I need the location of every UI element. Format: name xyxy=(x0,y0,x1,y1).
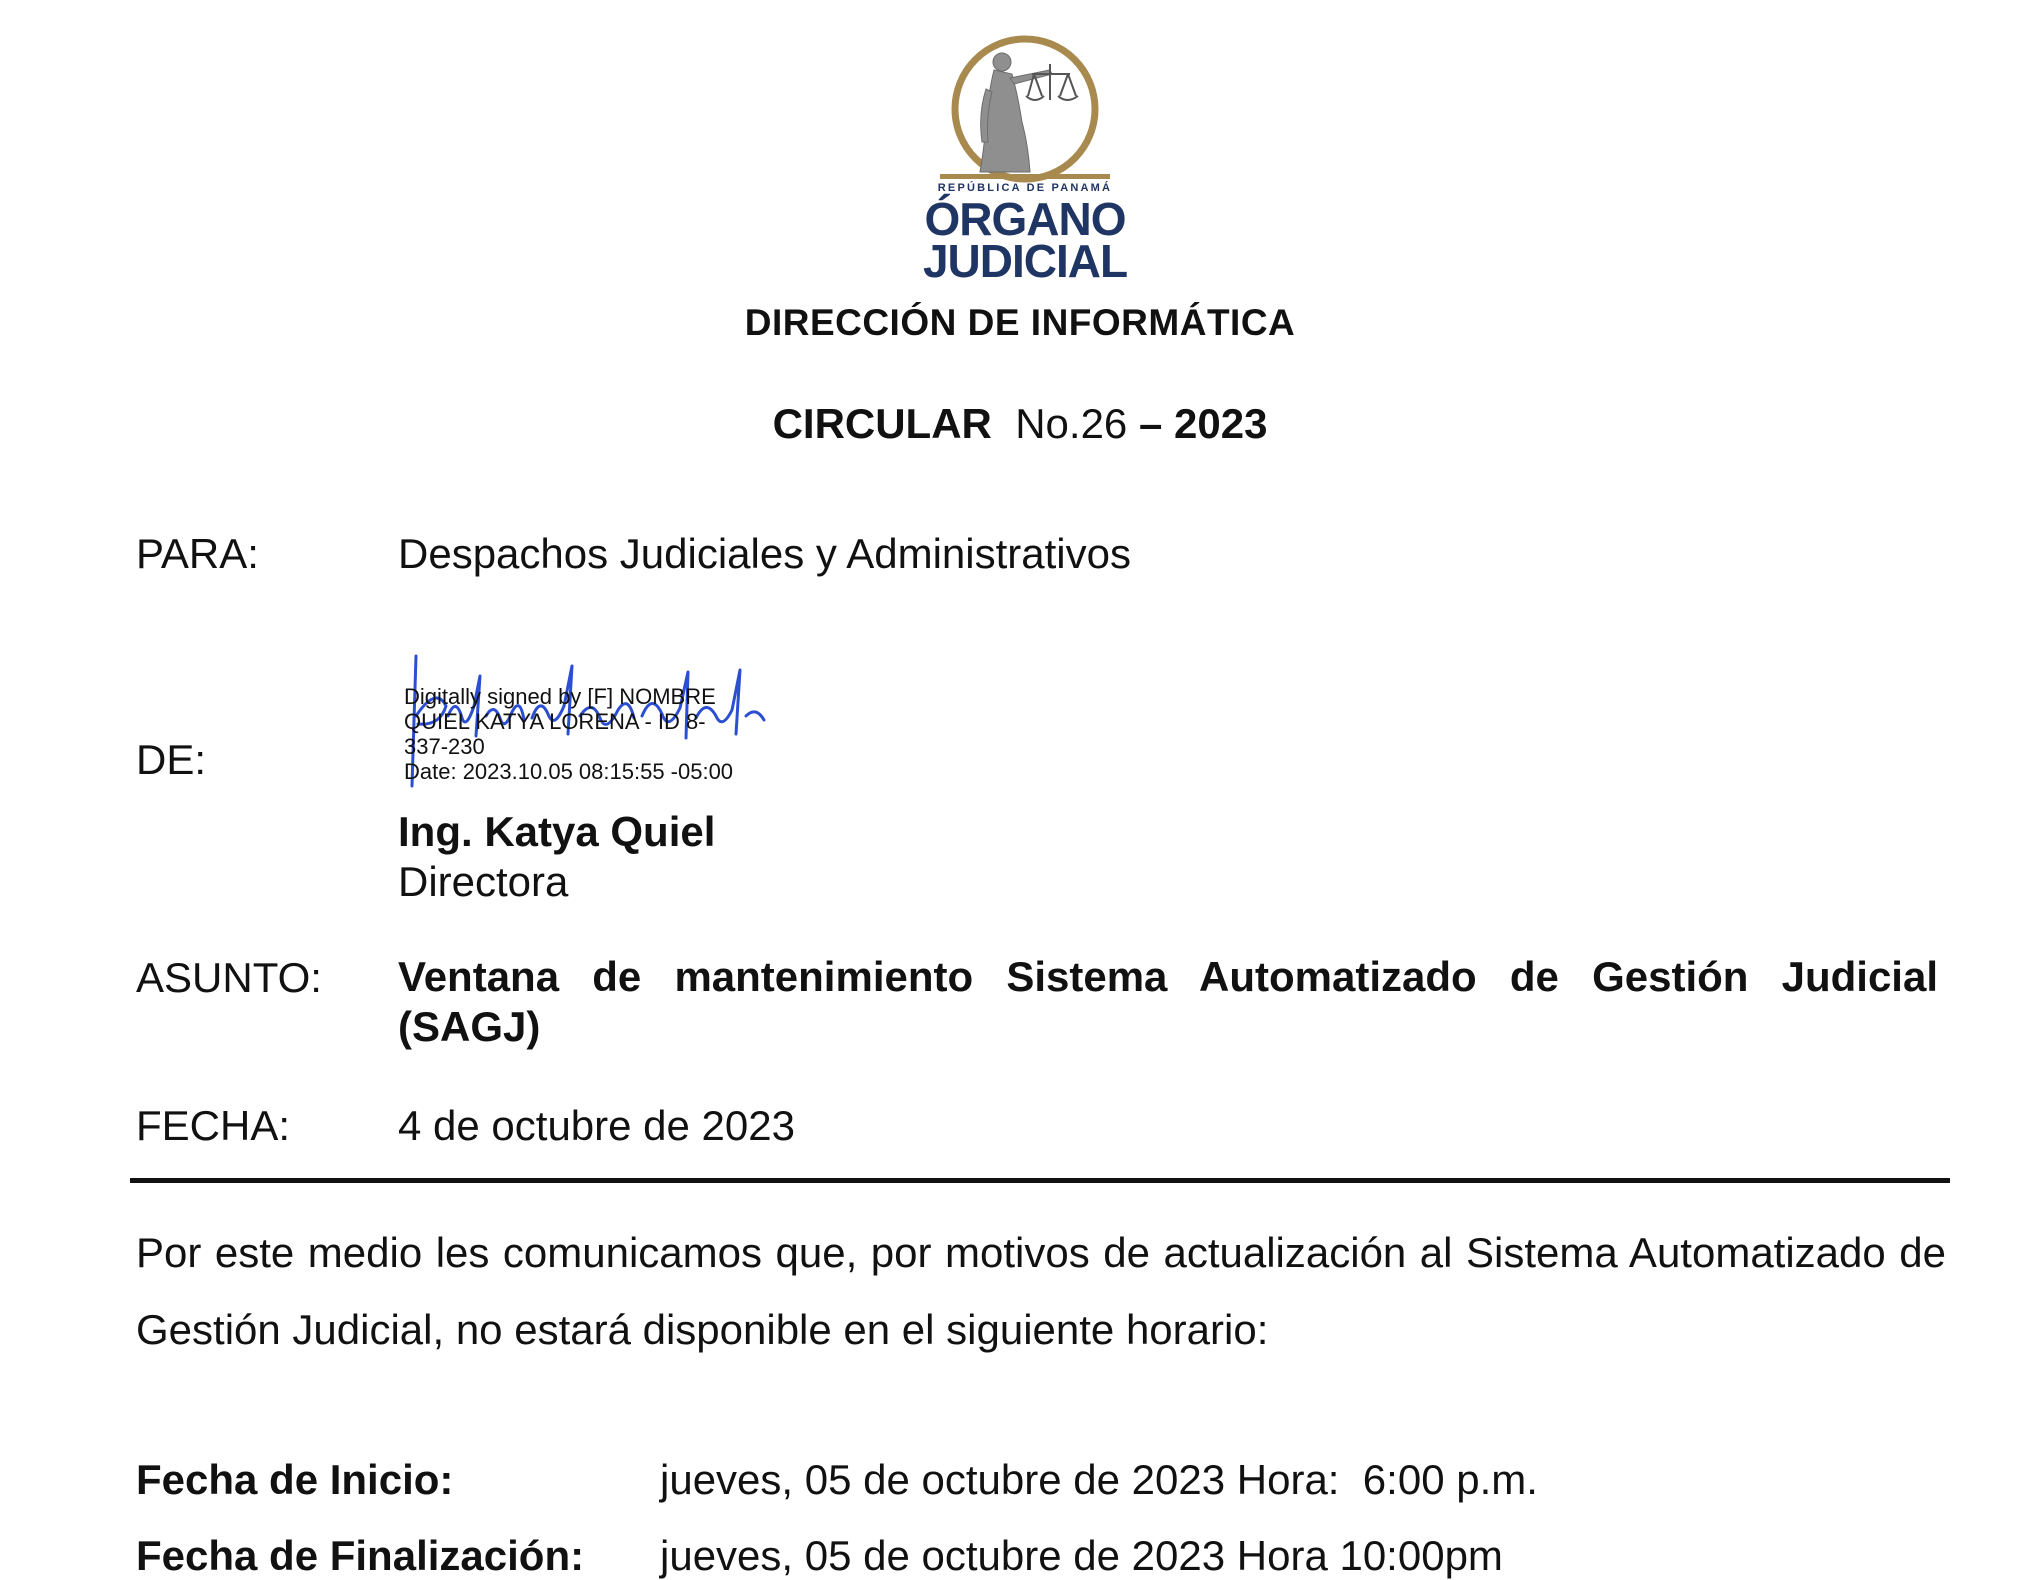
circular-title xyxy=(0,400,2040,448)
fecha-value: 4 de octubre de 2023 xyxy=(398,1102,795,1149)
body-paragraph: Por este medio les comunicamos que, por motivos de actualización al Sistema Automatizado de Gestión Judicial, no estará disponible en el siguiente horario: xyxy=(136,1229,1946,1353)
fecha-label: FECHA: xyxy=(136,1102,291,1149)
para-label: PARA: xyxy=(136,530,259,577)
circular-number: No.26 xyxy=(1015,400,1128,447)
signer-title: Directora xyxy=(398,858,569,905)
signature-line: Digitally signed by [F] NOMBRE xyxy=(404,684,716,709)
logo-organo-text: ÓRGANO xyxy=(924,193,1126,245)
end-date-value: jueves, 05 de octubre de 2023 Hora 10:00pm xyxy=(660,1532,1503,1579)
signature-line: QUIEL KATYA LORENA - ID 8- xyxy=(404,709,706,734)
circular-word: CIRCULAR xyxy=(772,400,992,447)
start-date-label: Fecha de Inicio: xyxy=(136,1456,454,1503)
para-value: Despachos Judiciales y Administrativos xyxy=(398,530,1131,577)
justice-seal-icon xyxy=(930,34,1120,184)
organo-judicial-logo xyxy=(920,34,1130,287)
signature-line: Date: 2023.10.05 08:15:55 -05:00 xyxy=(404,759,734,784)
circular-dash: – xyxy=(1138,400,1163,447)
start-date-value: jueves, 05 de octubre de 2023 Hora: 6:00 p.m. xyxy=(660,1456,1538,1503)
circular-year: 2023 xyxy=(1174,400,1268,447)
end-date-label: Fecha de Finalización: xyxy=(136,1532,585,1579)
asunto-value: Ventana de mantenimiento Sistema Automatizado de Gestión Judicial (SAGJ) xyxy=(398,953,1938,1050)
department-heading: DIRECCIÓN DE INFORMÁTICA xyxy=(744,302,1296,343)
horizontal-divider xyxy=(130,1178,1950,1183)
de-label: DE: xyxy=(136,736,207,783)
logo-judicial-text: JUDICIAL xyxy=(922,235,1128,287)
digital-signature-text xyxy=(404,684,784,784)
asunto-label: ASUNTO: xyxy=(136,954,322,1001)
logo-republic-text: REPÚBLICA DE PANAMÁ xyxy=(937,182,1113,194)
signer-name: Ing. Katya Quiel xyxy=(398,808,716,855)
signature-line: 337-230 xyxy=(404,734,485,759)
